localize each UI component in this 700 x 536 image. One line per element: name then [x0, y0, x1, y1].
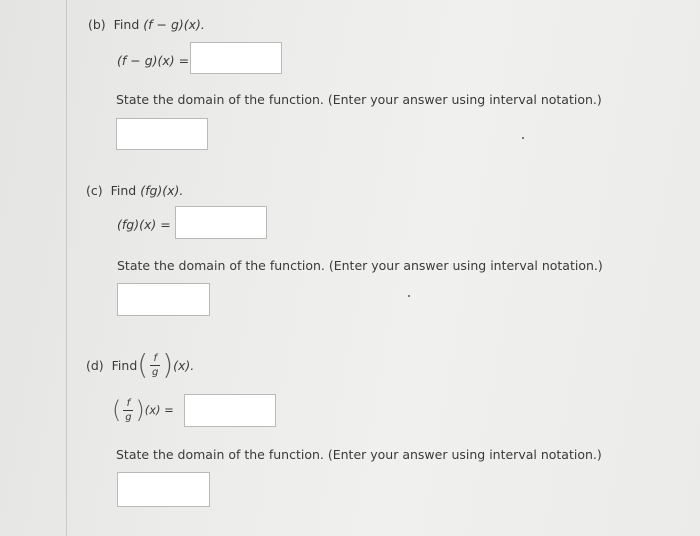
part-c-find-expr: (fg)(x).: [140, 183, 184, 198]
part-c-equation-label: (fg)(x) =: [117, 217, 171, 232]
fraction-denominator: g: [152, 366, 159, 378]
left-margin-rule: [66, 0, 67, 536]
fraction-numerator: f: [126, 397, 131, 409]
f-over-g-fraction: [148, 353, 162, 378]
part-d-equation-label: [112, 394, 174, 426]
left-paren-icon: (: [137, 348, 149, 381]
part-b-domain-prompt: State the domain of the function. (Enter your answer using interval notation.): [116, 92, 602, 107]
right-paren-icon: ): [162, 348, 174, 381]
part-c-domain-prompt: State the domain of the function. (Enter your answer using interval notation.): [117, 258, 603, 273]
left-paren-icon: (: [112, 396, 122, 424]
part-c-heading: [86, 183, 183, 198]
part-c-answer-input[interactable]: [175, 206, 267, 239]
fraction-bar: [123, 410, 133, 411]
fraction-numerator: f: [153, 352, 157, 364]
part-b-find-expr: (f − g)(x).: [143, 17, 205, 32]
fraction-denominator: g: [125, 411, 132, 423]
right-paren-icon: ): [135, 396, 145, 424]
part-d-find-suffix: (x).: [173, 357, 195, 373]
part-c-letter: (c): [86, 183, 103, 198]
fraction-bar: [150, 365, 160, 366]
part-d-answer-input[interactable]: [184, 394, 276, 427]
part-d-letter: (d): [86, 357, 104, 373]
part-c-find-prefix: Find: [110, 183, 141, 198]
part-b-find-prefix: Find: [113, 17, 144, 32]
f-over-g-fraction: [121, 398, 135, 423]
part-d-domain-prompt: State the domain of the function. (Enter your answer using interval notation.): [116, 447, 602, 462]
part-d-find-prefix: Find: [111, 357, 138, 373]
part-d-eq-suffix: (x) =: [144, 403, 174, 417]
part-b-domain-input[interactable]: [116, 118, 208, 150]
screen-speck: [408, 295, 410, 297]
part-b-answer-input[interactable]: [190, 42, 282, 74]
screen-speck: [522, 137, 524, 139]
part-c-domain-input[interactable]: [117, 283, 210, 316]
part-d-domain-input[interactable]: [117, 472, 210, 507]
part-d-heading: [86, 349, 194, 381]
part-b-letter: (b): [88, 17, 106, 32]
part-b-heading: [88, 17, 205, 32]
part-b-equation-label: (f − g)(x) =: [117, 53, 190, 68]
